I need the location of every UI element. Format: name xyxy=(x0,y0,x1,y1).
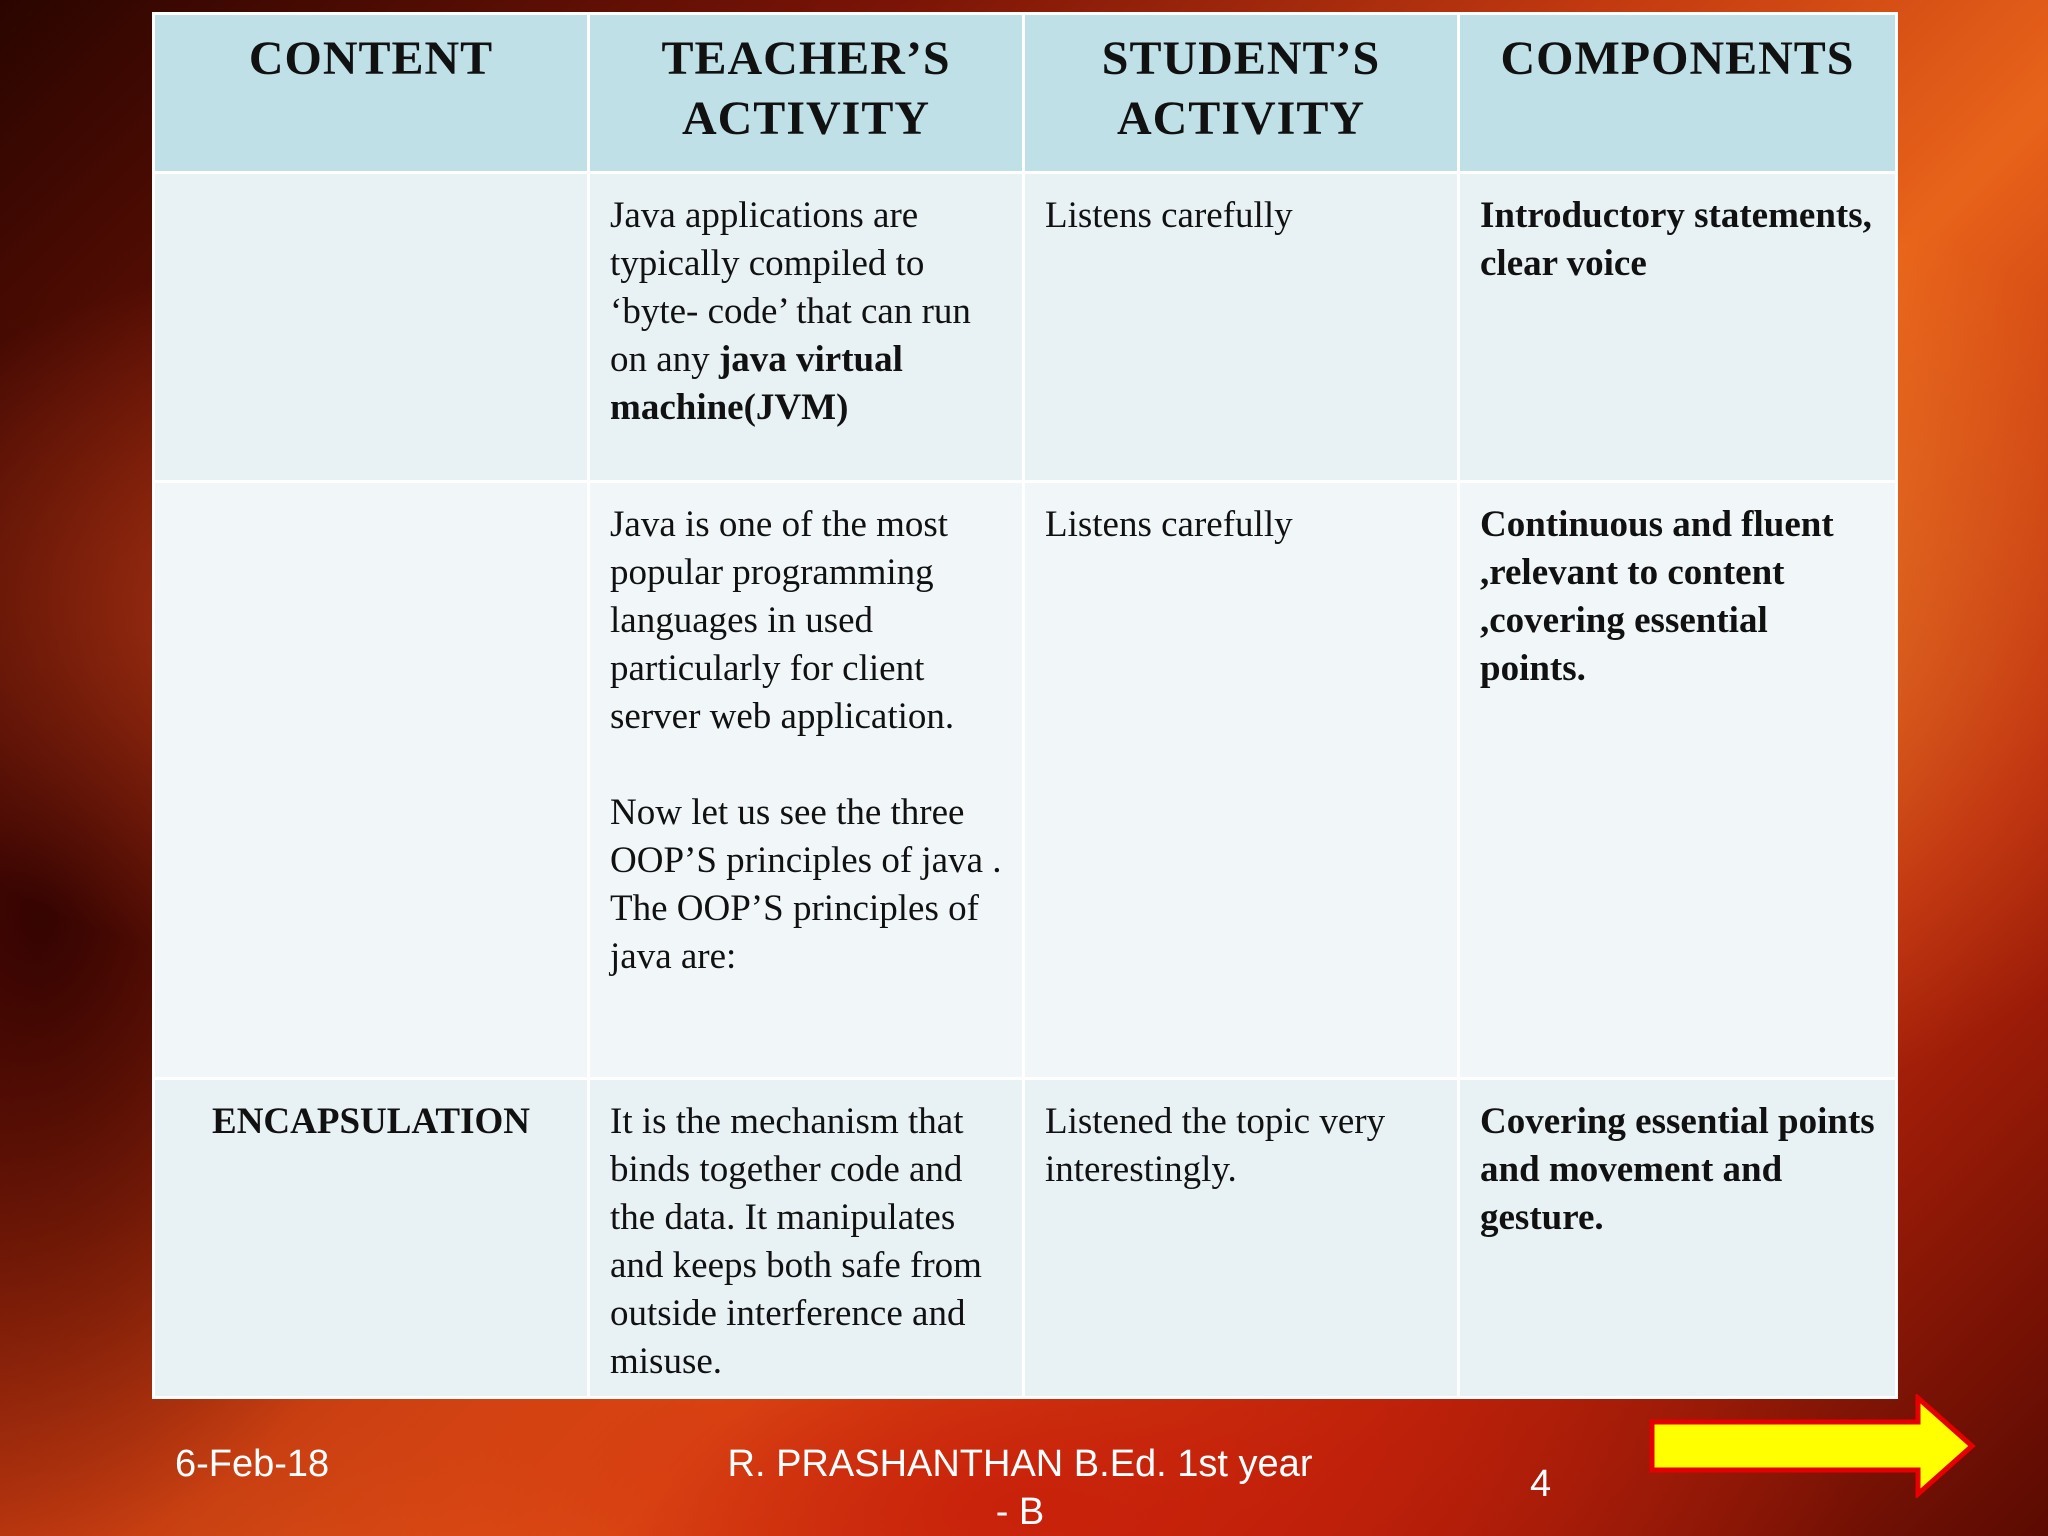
teacher-activity-paragraph: Now let us see the three OOP’S principles of java . xyxy=(610,792,1002,881)
content-cell: ENCAPSULATION xyxy=(154,1079,589,1398)
teacher-activity-paragraph: Java is one of the most popular programming languages in used particularly for client server web application. xyxy=(610,504,955,737)
paragraph-spacer xyxy=(610,741,1004,789)
lesson-plan-table xyxy=(152,12,1898,1399)
content-cell xyxy=(154,173,589,482)
student-activity-cell: Listens carefully xyxy=(1024,173,1459,482)
right-arrow-icon xyxy=(1652,1398,1972,1494)
student-activity-cell: Listens carefully xyxy=(1024,482,1459,1079)
footer-author: R. PRASHANTHAN B.Ed. 1st year - B xyxy=(727,1443,1313,1533)
header-content: CONTENT xyxy=(154,14,589,173)
components-cell: Continuous and fluent ,relevant to content ,covering essential points. xyxy=(1459,482,1897,1079)
teacher-activity-text: Java applications are typically compiled to ‘byte- code’ that can run on any xyxy=(610,195,971,380)
header-teachers-activity: TEACHER’S ACTIVITY xyxy=(589,14,1024,173)
table-row xyxy=(154,482,1897,1079)
header-components: COMPONENTS xyxy=(1459,14,1897,173)
header-row xyxy=(154,14,1897,173)
table-row xyxy=(154,173,1897,482)
teacher-activity-cell xyxy=(589,482,1024,1079)
page-number: 4 xyxy=(1530,1463,1552,1505)
next-slide-button[interactable] xyxy=(1648,1394,1978,1498)
teacher-activity-paragraph: The OOP’S principles of java are: xyxy=(610,888,979,977)
table-row xyxy=(154,1079,1897,1398)
components-cell: Covering essential points and movement and gesture. xyxy=(1459,1079,1897,1398)
teacher-activity-bold-text: java virtual machine(JVM) xyxy=(610,339,903,428)
student-activity-cell: Listened the topic very interestingly. xyxy=(1024,1079,1459,1398)
components-cell: Introductory statements, clear voice xyxy=(1459,173,1897,482)
content-cell xyxy=(154,482,589,1079)
teacher-activity-cell: It is the mechanism that binds together code and the data. It manipulates and keeps both safe from outside interference and misuse. xyxy=(589,1079,1024,1398)
teacher-activity-cell xyxy=(589,173,1024,482)
footer-date: 6-Feb-18 xyxy=(175,1443,330,1485)
header-students-activity: STUDENT’S ACTIVITY xyxy=(1024,14,1459,173)
